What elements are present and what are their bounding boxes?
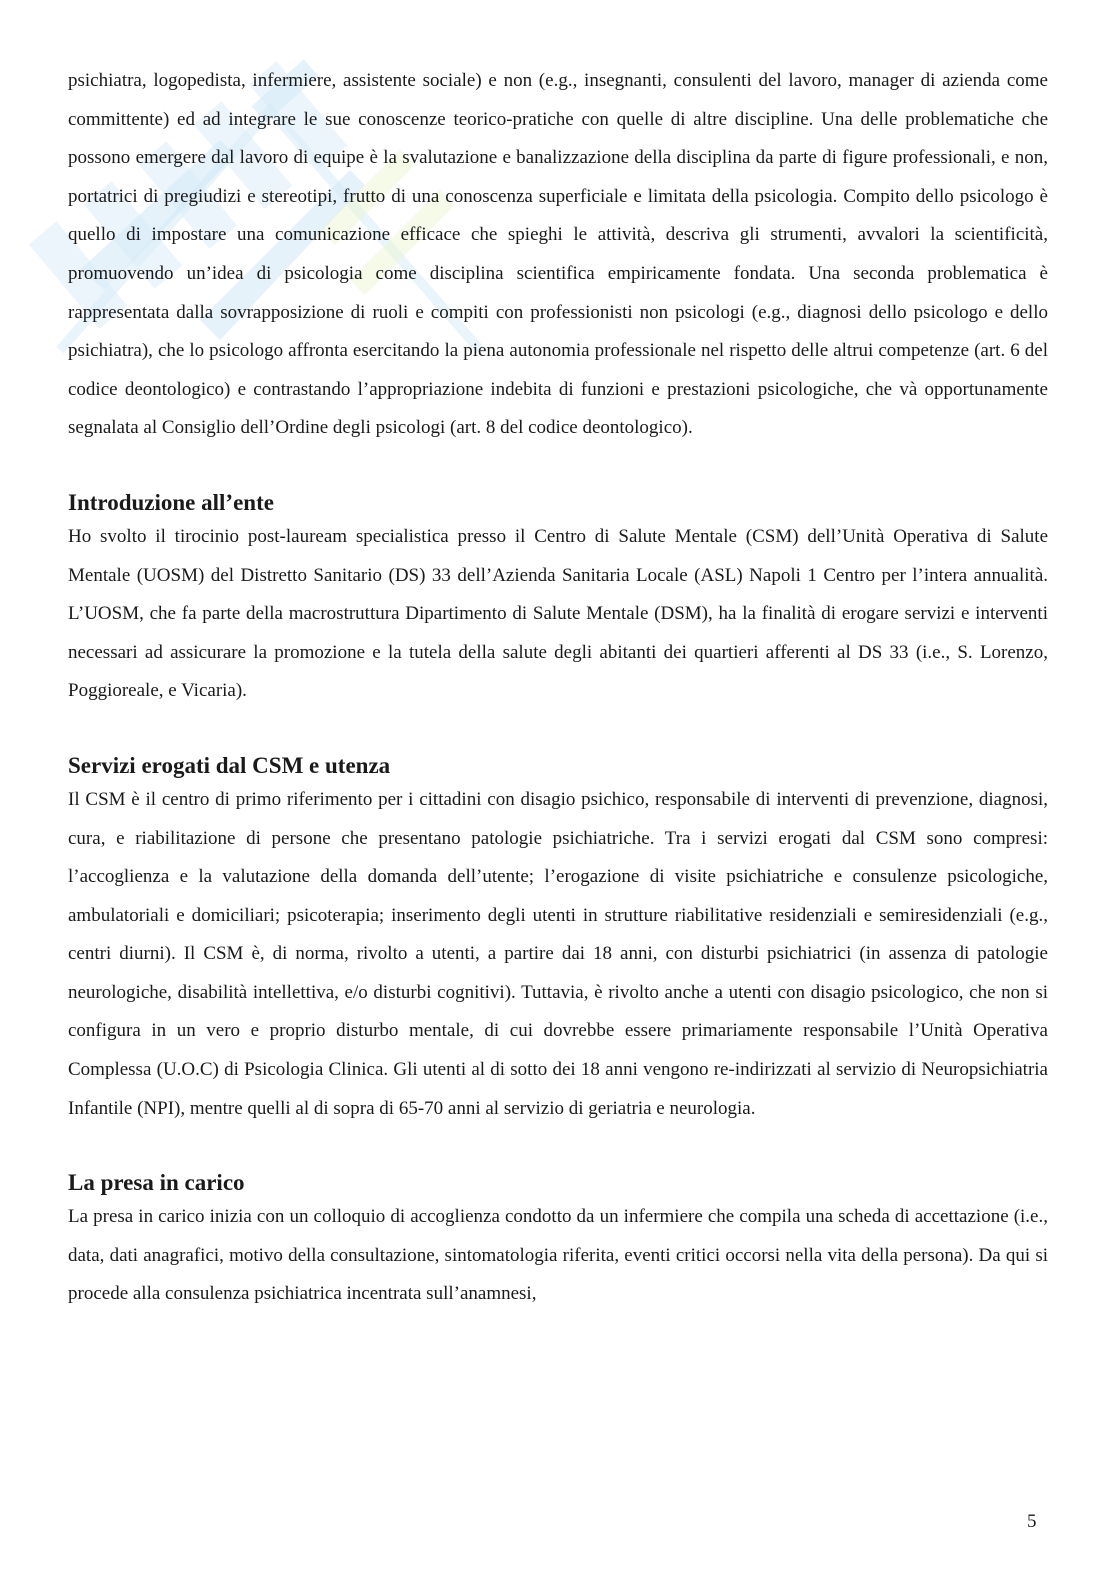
paragraph: psichiatra, logopedista, infermiere, assistente sociale) e non (e.g., insegnanti, consulenti del lavoro, manager di azienda come committente) ed ad integrare le sue conoscenze teorico-pratiche con quelle di altre discipline. Una delle problematiche che possono emergere dal lavoro di equipe è la svalutazione e banalizzazione della disciplina da parte di figure professionali, e non, portatrici di pregiudizi e stereotipi, frutto di una conoscenza superficiale e limitata della psicologia. Compito dello psicologo è quello di impostare una comunicazione efficace che spieghi le attività, descriva gli strumenti, avvalori la scientificità, promuovendo un’idea di psicologia come disciplina scientifica empiricamente fondata. Una seconda problematica è rappresentata dalla sovrapposizione di ruoli e compiti con professionisti non psicologi (e.g., diagnosi dello psicologo e dello psichiatra), che lo psicologo affronta esercitando la piena autonomia professionale nel rispetto delle altrui competenze (art. 6 del codice deontologico) e contrastando l’appropriazione indebita di funzioni e prestazioni psicologiche, che và opportunamente segnalata al Consiglio dell’Ordine degli psicologi (art. 8 del codice deontologico). (68, 70, 1048, 439)
document-body (68, 62, 1048, 1314)
paragraph: Il CSM è il centro di primo riferimento per i cittadini con disagio psichico, responsabile di interventi di prevenzione, diagnosi, cura, e riabilitazione di persone che presentano patologie psichiatriche. Tra i servizi erogati dal CSM sono compresi: l’accoglienza e la valutazione della domanda dell’utente; l’erogazione di visite psichiatriche e consulenze psicologiche, ambulatoriali e domiciliari; psicoterapia; inserimento degli utenti in strutture riabilitative residenziali e semiresidenziali (e.g., centri diurni). Il CSM è, di norma, rivolto a utenti, a partire dai 18 anni, con disturbi psichiatrici (in assenza di patologie neurologiche, disabilità intellettiva, e/o disturbi cognitivi). Tuttavia, è rivolto anche a utenti con disagio psicologico, che non si configura in un vero e proprio disturbo mentale, di cui dovrebbe essere primariamente responsabile l’Unità Operativa Complessa (U.O.C) di Psicologia Clinica. Gli utenti al di sotto dei 18 anni vengono re-indirizzati al servizio di Neuropsichiatria Infantile (NPI), mentre quelli al di sopra di 65-70 anni al servizio di geriatria e neurologia. (68, 788, 1048, 1119)
section-heading: La presa in carico (68, 1170, 245, 1196)
section-intro-continuation (68, 62, 1048, 448)
section-servizi-csm (68, 751, 1048, 1128)
page-number: 5 (1027, 1511, 1037, 1532)
section-presa-in-carico (68, 1168, 1048, 1314)
section-introduzione-ente (68, 488, 1048, 711)
paragraph: Ho svolto il tirocinio post-lauream specialistica presso il Centro di Salute Mentale (CSM) dell’Unità Operativa di Salute Mentale (UOSM) del Distretto Sanitario (DS) 33 dell’Azienda Sanitaria Locale (ASL) Napoli 1 Centro per l’intera annualità. L’UOSM, che fa parte della macrostruttura Dipartimento di Salute Mentale (DSM), ha la finalità di erogare servizi e interventi necessari ad assicurare la promozione e la tutela della salute degli abitanti dei quartieri afferenti al DS 33 (i.e., S. Lorenzo, Poggioreale, e Vicaria). (68, 525, 1048, 702)
paragraph: La presa in carico inizia con un colloquio di accoglienza condotto da un infermiere che compila una scheda di accettazione (i.e., data, dati anagrafici, motivo della consultazione, sintomatologia riferita, eventi critici occorsi nella vita della persona). Da qui si procede alla consulenza psichiatrica incentrata sull’anamnesi, (68, 1206, 1048, 1305)
section-heading: Introduzione all’ente (68, 489, 274, 515)
section-heading: Servizi erogati dal CSM e utenza (68, 752, 391, 778)
